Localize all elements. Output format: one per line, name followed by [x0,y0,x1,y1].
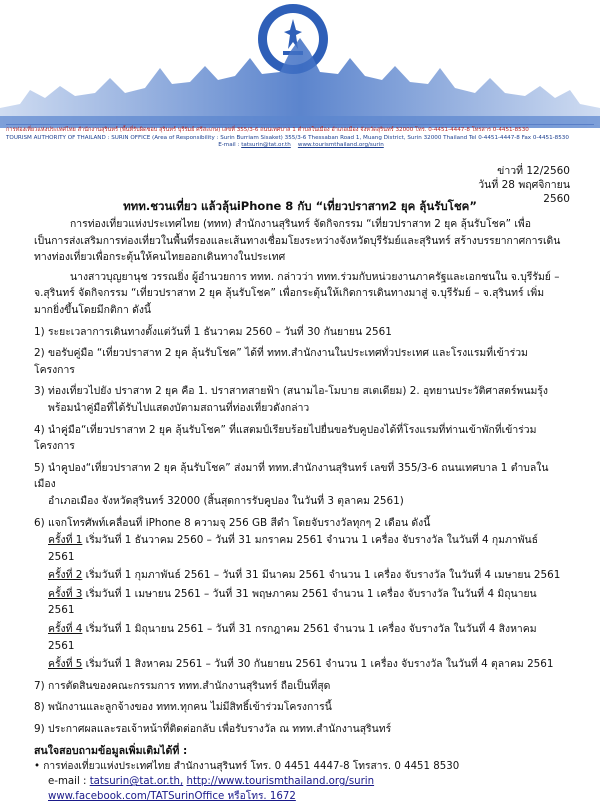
temple-banner-icon [0,38,600,128]
contact-email-line [34,774,562,789]
facebook-link[interactable]: www.facebook.com/TATSurinOffice หรือโทร. 1672 [48,791,296,803]
letterhead-address [6,127,596,150]
list-item: 5) นำคูปอง“เที่ยวปราสาท 2 ยุค ลุ้นรับโชค” ส่งมาที่ ททท.สำนักงานสุรินทร์ เลขที่ 355/3-6 ถนนเทศบาล 1 ตำบลในเมือง อำเภอเมือง จังหวัดสุรินทร์ 32000 (สิ้นสุดการรับคูปอง ในวันที่ 3 ตุลาคม 2561) [34,461,549,507]
draw-round: ครั้งที่ 2 เริ่มวันที่ 1 กุมภาพันธ์ 2561 – วันที่ 31 มีนาคม 2561 จำนวน 1 เครื่อง จับรางวัล ในวันที่ 4 เมษายน 2561 [48,569,561,582]
paragraph-2: นางสาวบุญยานุช วรรณยิ่ง ผู้อำนวยการ ททท. กล่าวว่า ททท.ร่วมกับหน่วยงานภาครัฐและเอกชนใน จ.บุรีรัมย์ – จ.สุรินทร์ จัดกิจกรรม “เที่ยวปราสาท 2 ยุค ลุ้นรับโชค” เพื่อกระตุ้นให้เกิดการเดินทางมาสู่ จ.บุรีรัมย์ – จ.สุรินทร์ เพิ่มมากยิ่งขึ้นโดยมีกติกา ดังนี้ [34,270,560,316]
list-item: 6) แจกโทรศัพท์เคลื่อนที่ iPhone 8 ความจุ 256 GB สีดำ โดยจับรางวัลทุกๆ 2 เดือน ดังนี้ [34,516,431,529]
list-item: 3) ท่องเที่ยวไปยัง ปราสาท 2 ยุค คือ 1. ปราสาทสายฟ้า (สนามไอ-โมบาย สเตเดียม) 2. อุทยานประวัติศาสตร์พนมรุ้ง พร้อมนำคู่มือที่ได้รับไปแสดงบัตามสถานที่ท่องเที่ยวดังกล่าว [34,385,548,414]
address-thai: การท่องเที่ยวแห่งประเทศไทย สำนักงานสุรินทร์ (พื้นที่รับผิดชอบ สุรินทร์ บุรีรัมย์ ศรีสะเกษ) เลขที่ 355/3-6 ถนนเทศบาล 1 ตำบลในเมือง อำเภอเมือง จังหวัดสุรินทร์ 32000 โทร. 0-4451-4447-8 โทรสาร 0-4451-8530 [6,127,529,133]
contact-office: • การท่องเที่ยวแห่งประเทศไทย สำนักงานสุรินทร์ โทร. 0 4451 4447-8 โทรสาร. 0 4451 8530 [34,761,460,773]
list-item: 9) ประกาศผลและรอเจ้าหน้าที่ติดต่อกลับ เพื่อรับรางวัล ณ ททท.สำนักงานสุรินทร์ [34,723,392,736]
letterhead [0,0,600,160]
news-date: วันที่ 28 พฤศจิกายน 2560 [478,179,570,205]
list-item: 7) การตัดสินของคณะกรรมการ ททท.สำนักงานสุรินทร์ ถือเป็นที่สุด [34,679,331,692]
contact-email-link[interactable]: tatsurin@tat.or.th, [89,776,184,788]
address-email-web [6,142,596,150]
contact-block [34,759,562,804]
draw-round: ครั้งที่ 4 เริ่มวันที่ 1 มิถุนายน 2561 – วันที่ 31 กรกฎาคม 2561 จำนวน 1 เครื่อง จับรางวัล ในวันที่ 4 สิงหาคม 2561 [48,623,537,652]
contact-heading: สนใจสอบถามข้อมูลเพิ่มเติมได้ที่ : [34,744,188,757]
draw-round: ครั้งที่ 1 เริ่มวันที่ 1 ธันวาคม 2560 – วันที่ 31 มกราคม 2561 จำนวน 1 เครื่อง จับรางวัล ในวันที่ 4 กุมภาพันธ์ 2561 [48,534,539,563]
list-item: 2) ขอรับคู่มือ “เที่ยวปราสาท 2 ยุค ลุ้นรับโชค” ได้ที่ ททท.สำนักงานในประเทศทั่วประเทศ และโรงแรมที่เข้าร่วมโครงการ [34,347,528,376]
contact-email-label: e-mail : [48,776,90,788]
draw-round: ครั้งที่ 5 เริ่มวันที่ 1 สิงหาคม 2561 – วันที่ 30 กันยายน 2561 จำนวน 1 เครื่อง จับรางวัล ในวันที่ 4 ตุลาคม 2561 [48,658,554,671]
draw-round: ครั้งที่ 3 เริ่มวันที่ 1 เมษายน 2561 – วันที่ 31 พฤษภาคม 2561 จำนวน 1 เครื่อง จับรางวัล ในวันที่ 4 มิถุนายน 2561 [48,587,537,617]
list-item: 8) พนักงานและลูกจ้างของ ททท.ทุกคน ไม่มีสิทธิ์เข้าร่วมโครงการนี้ [34,701,332,714]
page-title: ททท.ชวนเที่ยว แล้วลุ้นiPhone 8 กับ “เที่ยวปราสาท2 ยุค ลุ้นรับโชค” [123,199,477,213]
header-rule [6,124,594,125]
website-link[interactable]: www.tourismthailand.org/surin [297,142,384,149]
email-label: E-mail : [218,142,240,149]
contact-web-link[interactable]: http://www.tourismthailand.org/surin [186,776,375,788]
document-body [34,216,562,804]
news-number: ข่าวที่ 12/2560 [497,165,570,177]
list-item: 4) นำคู่มือ“เที่ยวปราสาท 2 ยุค ลุ้นรับโชค” ที่แสตมป์เรียบร้อยไปยื่นขอรับคูปองได้ที่โรงแรมที่ท่านเข้าพักที่เข้าร่วมโครงการ [34,423,537,453]
list-item: 1) ระยะเวลาการเดินทางตั้งแต่วันที่ 1 ธันวาคม 2560 – วันที่ 30 กันยายน 2561 [34,325,392,338]
email-link[interactable]: tatsurin@tat.or.th [241,142,291,149]
contact-facebook-line [34,789,562,804]
address-english: TOURISM AUTHORITY OF THAILAND : SURIN OFFICE (Area of Responsibility : Surin Burriam Sisaket) 355/3-6 Thessaban Road 1, Muang District, Surin 32000 Thailand Tel 0-4451-4447-8 Fax 0-4451-8530 [6,134,569,141]
paragraph-1: การท่องเที่ยวแห่งประเทศไทย (ททท) สำนักงานสุรินทร์ จัดกิจกรรม “เที่ยวปราสาท 2 ยุค ลุ้นรับโชค” เพื่อเป็นการส่งเสริมการท่องเที่ยวในพื้นที่รองและเส้นทางเชื่อมโยงระหว่างจังหวัดบุรีรัมย์และสุรินทร์ สร้างบรรยากาศการเดินทางท่องเที่ยวเพื่อกระตุ้นให้คนไทยออกเดินทางในประเทศ [34,218,561,264]
